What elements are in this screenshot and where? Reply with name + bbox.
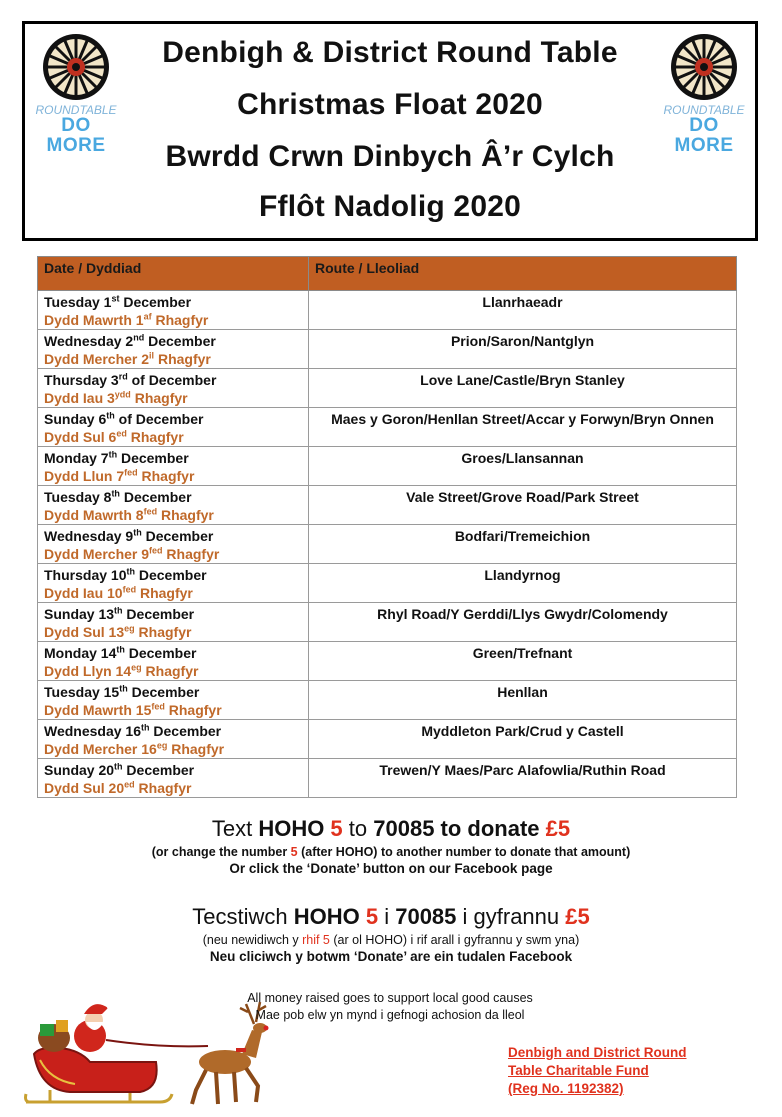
table-row <box>38 408 737 447</box>
date-cell <box>38 642 309 681</box>
donate-note-cy: (neu newidiwch y rhif 5 (ar ol HOHO) i rif arall i gyfrannu y swm yna) <box>202 933 580 947</box>
good-causes-note <box>230 990 550 1024</box>
date-cell <box>38 408 309 447</box>
table-row <box>38 291 737 330</box>
table-row <box>38 720 737 759</box>
date-cell <box>38 486 309 525</box>
date-welsh: Dydd Sul $13^{eg}$ Rhagfyr <box>44 623 192 640</box>
route-cell: Llanrhaeadr <box>309 291 737 330</box>
date-english: Wednesday 9th December <box>44 527 214 544</box>
table-row <box>38 330 737 369</box>
date-english: Tuesday 8th December <box>44 488 192 505</box>
date-welsh: Dydd Llyn $14^{eg}$ Rhagfyr <box>44 662 199 679</box>
charitable-fund-label: Denbigh and District Round Table Charitable Fund (Reg No. 1192382) <box>508 1045 687 1096</box>
date-cell <box>38 525 309 564</box>
donate-headline-cy: Tecstiwch HOHO 5 i 70085 i gyfrannu £5 <box>192 904 590 929</box>
schedule-table <box>37 256 737 798</box>
date-welsh: Dydd Llun $7^{fed}$ Rhagfyr <box>44 467 195 484</box>
date-cell <box>38 369 309 408</box>
date-cell <box>38 330 309 369</box>
title-line-4: Fflôt Nadolig 2020 <box>259 190 521 223</box>
table-row <box>38 369 737 408</box>
date-welsh: Dydd Mawrth $15^{fed}$ Rhagfyr <box>44 701 222 718</box>
date-english: Sunday 6th of December <box>44 410 204 427</box>
route-cell: Henllan <box>309 681 737 720</box>
route-cell: Maes y Goron/Henllan Street/Accar y Forwyn/Bryn Onnen <box>309 408 737 447</box>
date-english: Monday 14th December <box>44 644 197 661</box>
route-cell: Rhyl Road/Y Gerddi/Llys Gwydr/Colomendy <box>309 603 737 642</box>
route-cell: Prion/Saron/Nantglyn <box>309 330 737 369</box>
date-english: Thursday 3rd of December <box>44 371 217 388</box>
date-english: Tuesday 15th December <box>44 683 200 700</box>
title-box <box>22 21 758 241</box>
date-english: Monday 7th December <box>44 449 189 466</box>
facebook-note-en: Or click the ‘Donate’ button on our Facebook page <box>229 861 553 876</box>
date-cell <box>38 447 309 486</box>
date-cell <box>38 759 309 798</box>
table-row <box>38 486 737 525</box>
date-english: Thursday 10th December <box>44 566 207 583</box>
table-header-row <box>38 257 737 291</box>
route-cell: Trewen/Y Maes/Parc Alafowlia/Ruthin Road <box>309 759 737 798</box>
logo-wordmark: ROUNDTABLE <box>35 103 117 117</box>
table-row <box>38 642 737 681</box>
date-english: Sunday 20th December <box>44 761 195 778</box>
date-welsh: Dydd Mawrth $8^{fed}$ Rhagfyr <box>44 506 214 523</box>
donate-english <box>0 816 782 876</box>
date-english: Sunday 13th December <box>44 605 195 622</box>
route-cell: Bodfari/Tremeichion <box>309 525 737 564</box>
date-english: Tuesday 1st December <box>44 293 192 310</box>
title-line-2: Christmas Float 2020 <box>237 88 543 121</box>
column-header-date: Date / Dyddiad <box>38 257 309 291</box>
date-english: Wednesday 16th December <box>44 722 222 739</box>
date-welsh: Dydd Iau $3^{ydd}$ Rhagfyr <box>44 389 188 406</box>
date-cell <box>38 291 309 330</box>
date-welsh: Dydd Sul $20^{ed}$ Rhagfyr <box>44 779 192 796</box>
schedule-body <box>38 291 737 798</box>
route-cell: Llandyrnog <box>309 564 737 603</box>
facebook-note-cy: Neu cliciwch y botwm ‘Donate’ are ein tudalen Facebook <box>209 949 573 964</box>
logo-wordmark: ROUNDTABLE <box>663 103 745 117</box>
good-causes-en: All money raised goes to support local good causes <box>247 991 533 1005</box>
route-cell: Vale Street/Grove Road/Park Street <box>309 486 737 525</box>
table-row <box>38 681 737 720</box>
route-cell: Groes/Llansannan <box>309 447 737 486</box>
date-welsh: Dydd Mercher $9^{fed}$ Rhagfyr <box>44 545 220 562</box>
date-cell <box>38 720 309 759</box>
table-row <box>38 759 737 798</box>
table-row <box>38 447 737 486</box>
route-cell: Green/Trefnant <box>309 642 737 681</box>
date-welsh: Dydd Mercher $16^{eg}$ Rhagfyr <box>44 740 225 757</box>
logo-tagline: DO MORE <box>674 115 734 156</box>
column-header-route: Route / Lleoliad <box>309 257 737 291</box>
good-causes-cy: Mae pob elw yn mynd i gefnogi achosion da lleol <box>255 1008 525 1022</box>
date-welsh: Dydd Iau $10^{fed}$ Rhagfyr <box>44 584 193 601</box>
donate-note-en: (or change the number 5 (after HOHO) to another number to donate that amount) <box>151 845 631 859</box>
logo-tagline: DO MORE <box>46 115 106 156</box>
title-line-3: Bwrdd Crwn Dinbych Â’r Cylch <box>165 140 615 173</box>
date-cell <box>38 564 309 603</box>
table-row <box>38 564 737 603</box>
donate-headline-en: Text HOHO 5 to 70085 to donate £5 <box>211 816 571 841</box>
route-cell: Myddleton Park/Crud y Castell <box>309 720 737 759</box>
date-welsh: Dydd Mercher $2^{il}$ Rhagfyr <box>44 350 211 367</box>
date-welsh: Dydd Mawrth $1^{af}$ Rhagfyr <box>44 311 209 328</box>
date-english: Wednesday 2nd December <box>44 332 216 349</box>
date-cell <box>38 603 309 642</box>
route-cell: Love Lane/Castle/Bryn Stanley <box>309 369 737 408</box>
table-row <box>38 525 737 564</box>
date-welsh: Dydd Sul $6^{ed}$ Rhagfyr <box>44 428 184 445</box>
date-cell <box>38 681 309 720</box>
table-row <box>38 603 737 642</box>
donate-welsh <box>0 904 782 964</box>
title-line-1: Denbigh & District Round Table <box>162 36 618 69</box>
